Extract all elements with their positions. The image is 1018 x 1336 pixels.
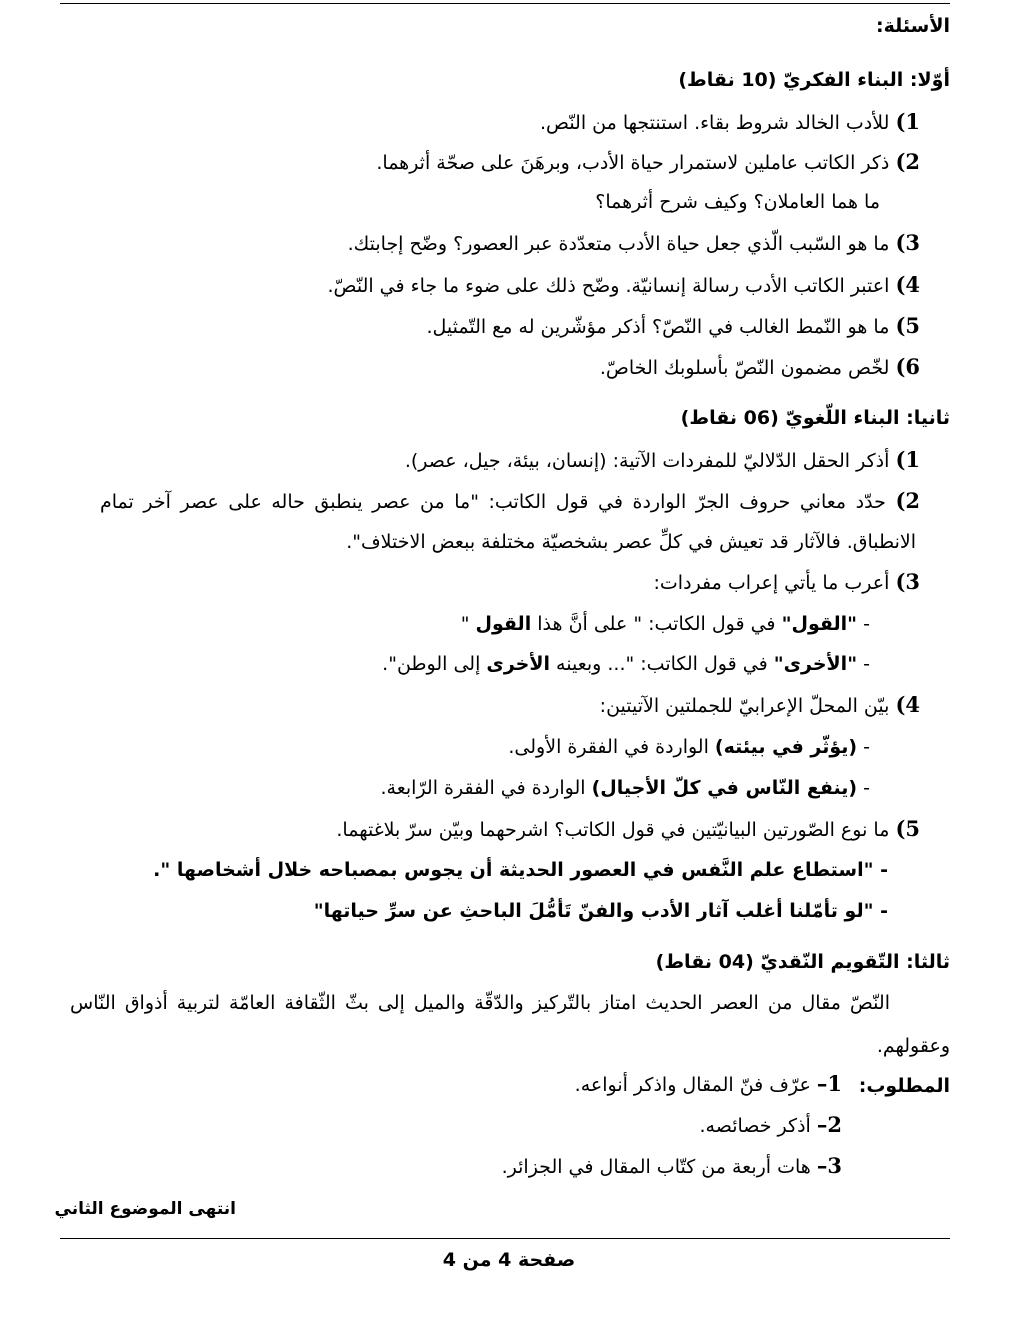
s2-question-4 — [600, 693, 920, 718]
s2-question-1 — [405, 448, 920, 473]
task-number: 3– — [816, 1153, 842, 1178]
s1-question-6 — [600, 355, 920, 380]
task-text: عرّف فنّ المقال واذكر أنواعه. — [574, 1074, 811, 1096]
question-text: ذكر الكاتب عاملين لاستمرار حياة الأدب، وبرهَنَ على صحّة أثرهما. — [376, 152, 890, 174]
s2-q4-item-1 — [508, 735, 870, 759]
question-text: للأدب الخالد شروط بقاء. استنتجها من النّص. — [540, 112, 890, 134]
s3-paragraph-line2: وعقولهم. — [876, 1035, 950, 1057]
list-dash: - — [880, 859, 888, 881]
question-number: 4) — [895, 272, 920, 297]
section-title-intellectual: أوّلا: البناء الفكريّ (10 نقاط) — [678, 69, 950, 91]
required-label: المطلوب: — [858, 1075, 950, 1097]
question-text: أعرب ما يأتي إعراب مفردات: — [653, 572, 890, 594]
item-text: الواردة في الفقرة الأولى. — [508, 736, 715, 758]
item-text-end: " — [460, 613, 476, 635]
s2-question-2-line2: الانطباق. فالآثار قد تعيش في كلِّ عصر بشخصيّة مختلفة ببعض الاختلاف". — [346, 531, 916, 553]
question-text: أذكر الحقل الدّلاليّ للمفردات الآتية: (إنسان، بيئة، جيل، عصر). — [404, 450, 890, 472]
list-dash: - — [863, 613, 870, 635]
target-word: القول — [475, 613, 532, 635]
s3-task-1 — [575, 1072, 842, 1097]
task-text: أذكر خصائصه. — [699, 1115, 811, 1137]
question-text: ما هو النّمط الغالب في النّصّ؟ أذكر مؤشّرين له مع التّمثيل. — [426, 316, 890, 338]
s3-task-2 — [700, 1113, 842, 1138]
list-dash: - — [863, 736, 870, 758]
quote-text: "استطاع علم النَّفس في العصور الحديثة أن يجوس بمصباحه خلال أشخاصها ". — [153, 859, 874, 881]
s1-question-1 — [540, 110, 920, 135]
task-number: 2– — [816, 1112, 842, 1137]
question-number: 1) — [895, 447, 920, 472]
s2-q3-item-1 — [461, 612, 870, 636]
question-text: لخّص مضمون النّصّ بأسلوبك الخاصّ. — [599, 357, 890, 379]
section-title-linguistic: ثانيا: البناء اللّغويّ (06 نقاط) — [680, 407, 950, 429]
list-dash: - — [880, 900, 888, 922]
quote-text: "لو تأمّلنا أغلب آثار الأدب والفنّ تَأمُّلَ الباحثِ عن سرِّ حياتها" — [313, 900, 874, 922]
question-text: ما هو السّبب الّذي جعل حياة الأدب متعدّدة عبر العصور؟ وضّح إجابتك. — [347, 233, 890, 255]
page-number: صفحة 4 من 4 — [442, 1249, 576, 1271]
question-number: 2) — [895, 149, 920, 174]
question-number: 5) — [895, 313, 920, 338]
s1-question-3 — [348, 231, 920, 256]
s2-question-5 — [336, 817, 920, 842]
question-text: اعتبر الكاتب الأدب رسالة إنسانيّة. وضّح ذلك على ضوء ما جاء في النّصّ. — [327, 275, 890, 297]
item-text: الواردة في الفقرة الرّابعة. — [380, 777, 592, 799]
section-title-critical: ثالثا: التّقويم النّقديّ (04 نقاط) — [655, 951, 950, 973]
s2-question-3 — [654, 570, 921, 595]
s2-q5-item-1 — [153, 858, 888, 882]
s3-paragraph-line1: النّصّ مقال من العصر الحديث امتاز بالتّركيز والدّقّة والميل إلى بثّ الثّقافة العامّة لتربية أذواق النّاس — [70, 992, 890, 1014]
question-number: 6) — [895, 354, 920, 379]
question-text: حدّد معاني حروف الجرّ الواردة في قول الكاتب: "ما من عصر ينطبق حاله على عصر آخر تمام — [100, 491, 886, 513]
questions-heading: الأسئلة: — [876, 15, 950, 37]
sentence-bold: (ينفع النّاس في كلّ الأجيال) — [591, 777, 858, 799]
end-note: انتهى الموضوع الثاني — [54, 1199, 236, 1219]
s1-question-2-sub: ما هما العاملان؟ وكيف شرح أثرهما؟ — [595, 191, 880, 213]
s1-question-2 — [376, 150, 920, 175]
s1-question-4 — [328, 273, 920, 298]
question-number: 3) — [895, 230, 920, 255]
s2-q3-item-2 — [382, 652, 870, 676]
s2-q5-item-2 — [314, 899, 888, 923]
item-text: في قول الكاتب: "... وبعينه — [550, 653, 774, 675]
s2-question-2-line1 — [100, 489, 920, 514]
item-text-end: إلى الوطن". — [382, 653, 487, 675]
footer-rule — [60, 1238, 950, 1239]
s3-task-3 — [502, 1154, 842, 1179]
target-word: "الأخرى" — [773, 653, 858, 675]
s2-q4-item-2 — [380, 776, 870, 800]
list-dash: - — [863, 653, 870, 675]
task-number: 1– — [816, 1071, 842, 1096]
target-word: "القول" — [781, 613, 858, 635]
question-text: ما نوع الصّورتين البيانيّتين في قول الكاتب؟ اشرحهما وبيّن سرّ بلاغتهما. — [336, 819, 890, 841]
target-word: الأخرى — [486, 653, 550, 675]
question-number: 4) — [895, 692, 920, 717]
question-number: 5) — [895, 816, 920, 841]
sentence-bold: (يؤثّر في بيئته) — [714, 736, 858, 758]
question-text: بيّن المحلّ الإعرابيّ للجملتين الآتيتين: — [599, 695, 890, 717]
s1-question-5 — [426, 314, 920, 339]
question-number: 1) — [895, 109, 920, 134]
list-dash: - — [863, 777, 870, 799]
item-text: في قول الكاتب: " على أنَّ هذا — [531, 613, 782, 635]
question-number: 3) — [895, 569, 920, 594]
top-rule — [60, 3, 950, 4]
task-text: هات أربعة من كتّاب المقال في الجزائر. — [501, 1156, 811, 1178]
question-number: 2) — [895, 488, 920, 513]
